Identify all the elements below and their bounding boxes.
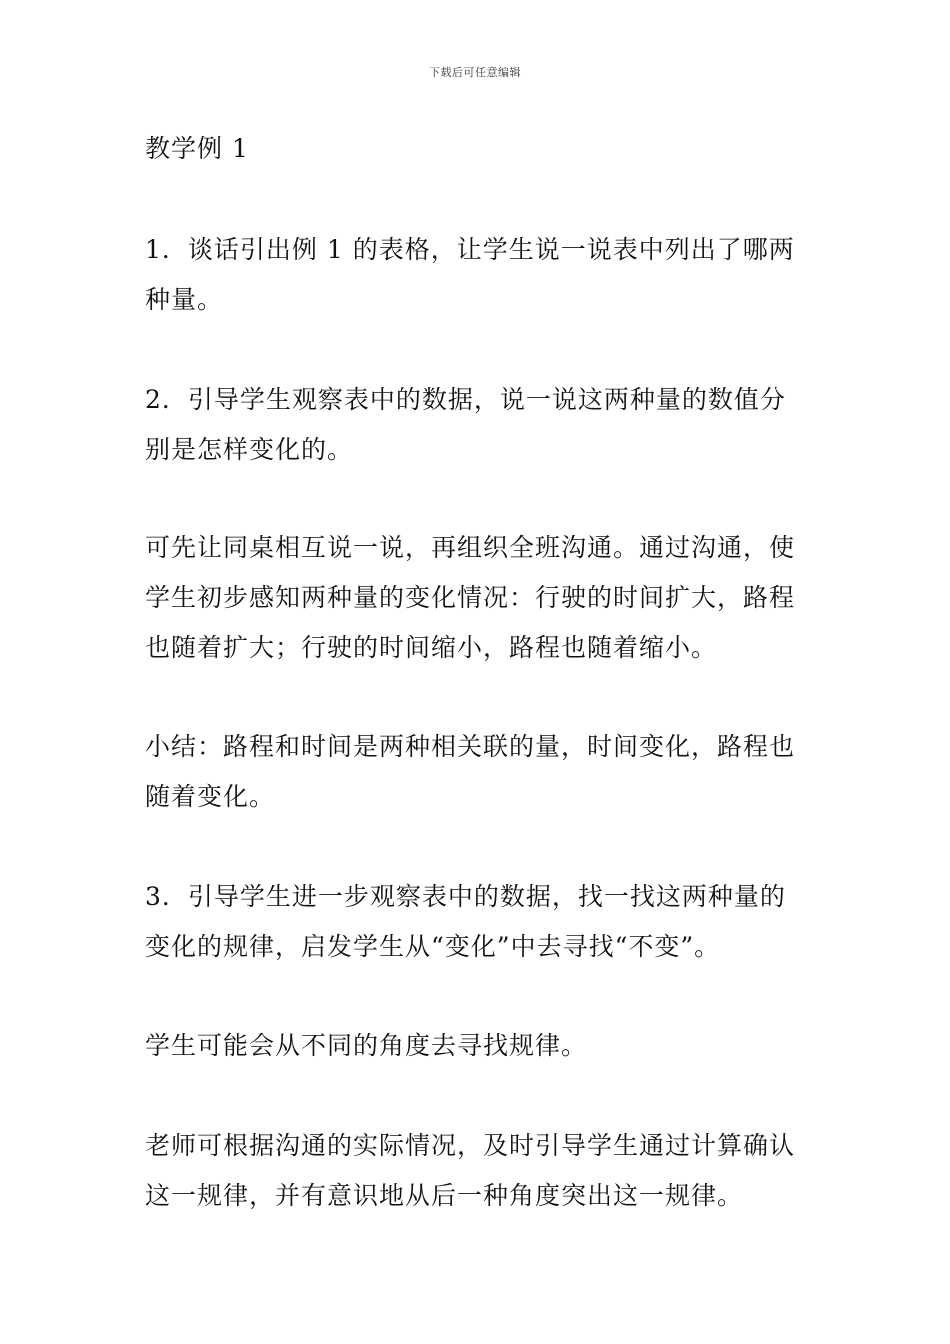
paragraph-teacher-guidance: 老师可根据沟通的实际情况，及时引导学生通过计算确认这一规律，并有意识地从后一种角度突出这一规律。 [145,1131,796,1210]
paragraph-step-1: 1．谈话引出例 1 的表格，让学生说一说表中列出了哪两种量。 [145,235,795,314]
paragraph-step-3: 3．引导学生进一步观察表中的数据，找一找这两种量的变化的规律，启发学生从“变化”中去寻找“不变”。 [145,882,786,961]
paragraph-title: 教学例 1 [145,134,249,163]
paragraph-step-2: 2．引导学生观察表中的数据，说一说这两种量的数值分别是怎样变化的。 [145,385,786,464]
paragraph-summary: 小结：路程和时间是两种相关联的量，时间变化，路程也随着变化。 [145,732,796,811]
paragraph-discussion: 可先让同桌相互说一说，再组织全班沟通。通过沟通，使学生初步感知两种量的变化情况：行驶的时间扩大，路程也随着扩大；行驶的时间缩小，路程也随着缩小。 [145,533,796,662]
page-header: 下载后可任意编辑 [429,66,521,79]
paragraph-student-rules: 学生可能会从不同的角度去寻找规律。 [145,1031,588,1060]
